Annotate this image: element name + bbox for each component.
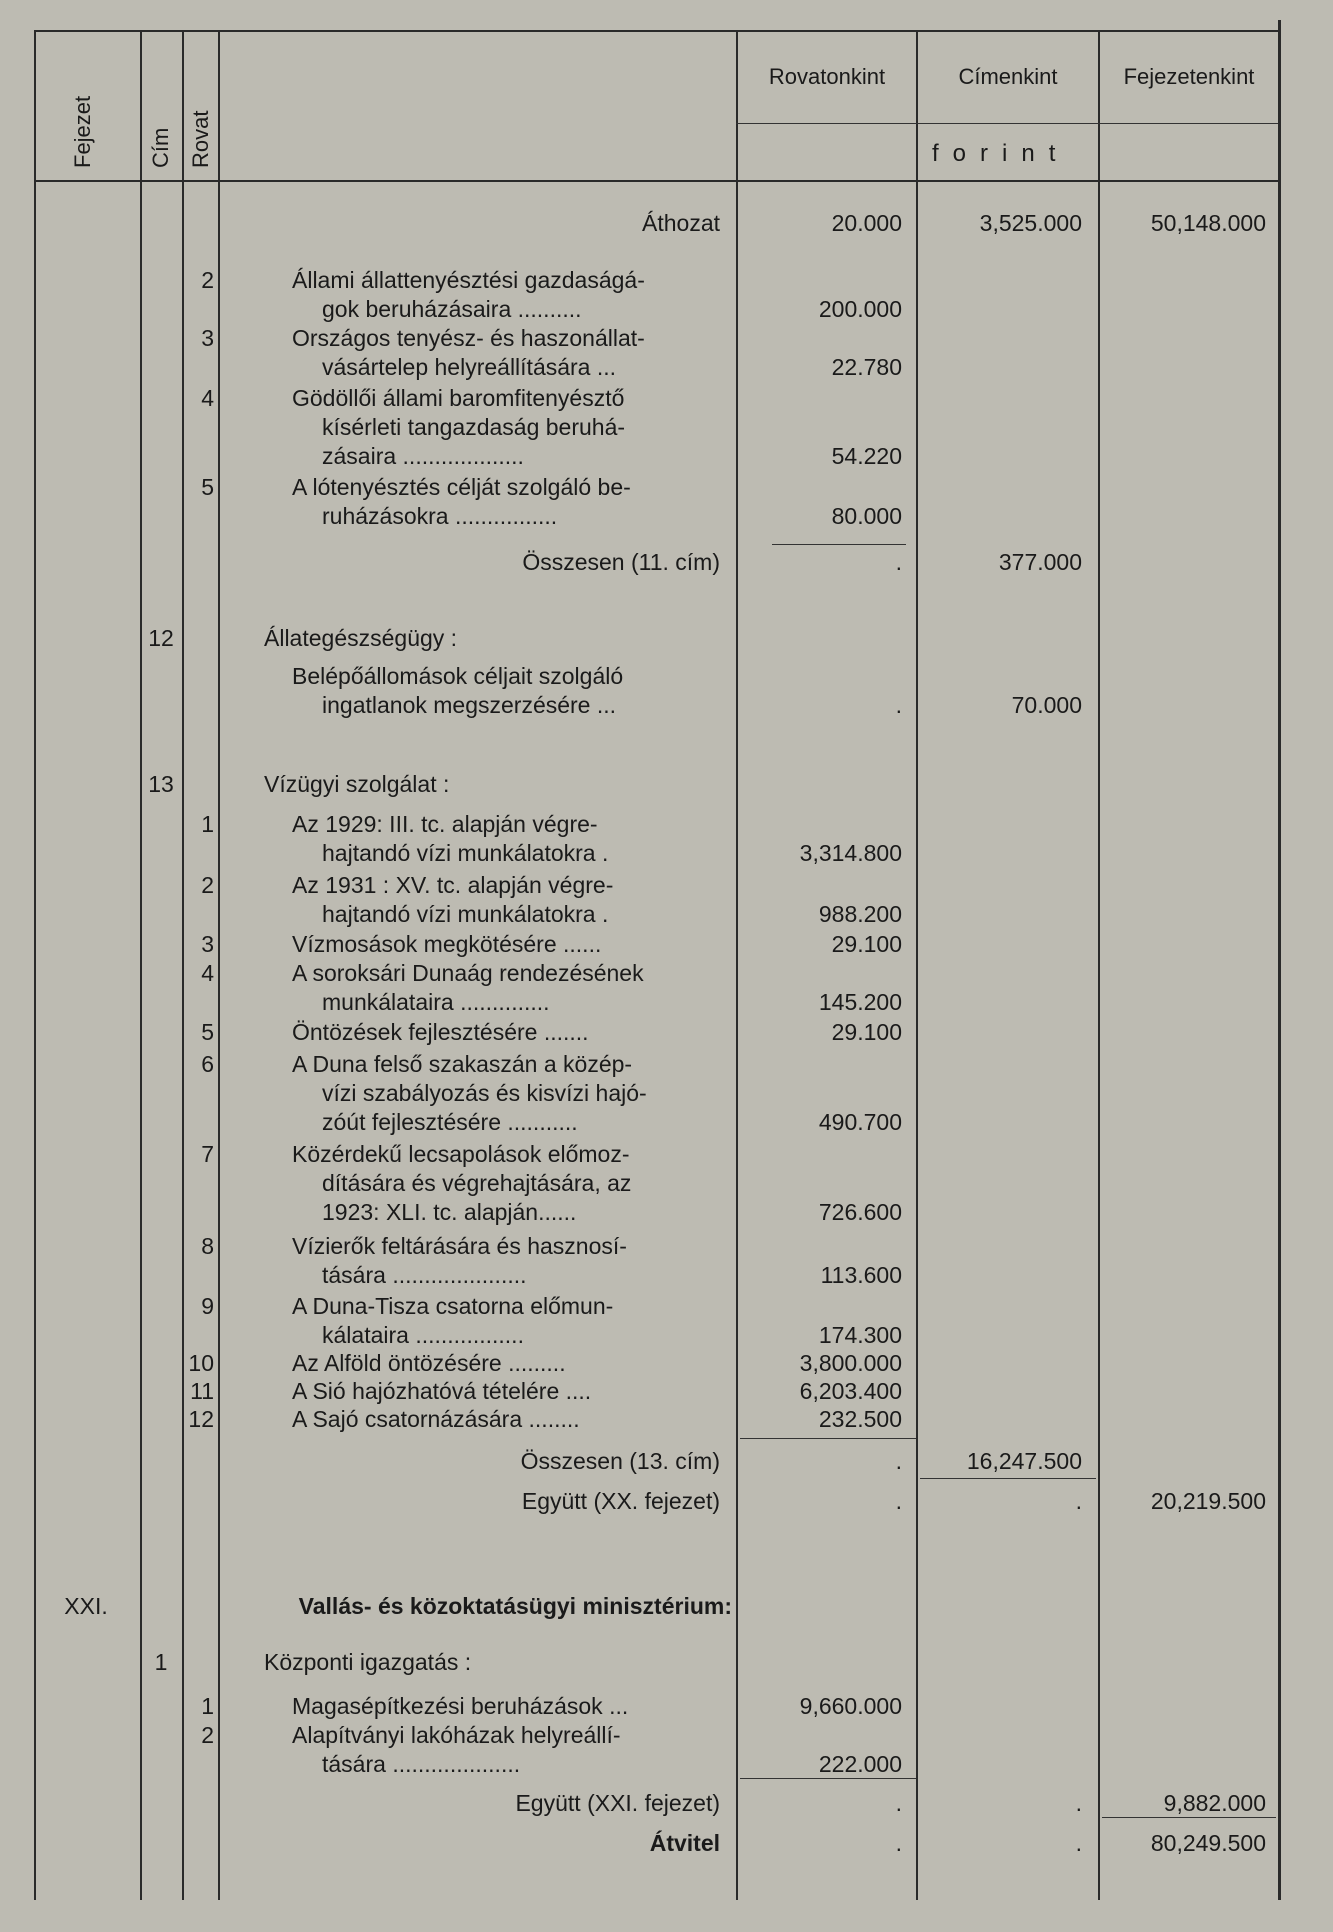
item-description: A Sió hajózhatóvá tételére .... [292, 1378, 592, 1404]
rovatonkint-cell: 3,800.000 [799, 1350, 902, 1376]
table-row [0, 1079, 1333, 1108]
table-row [0, 1721, 1333, 1750]
rovatonkint-cell: . [895, 1448, 902, 1474]
item-description: gok beruházásaira .......... [322, 296, 582, 322]
fejezetenkint-cell: 50,148.000 [1150, 210, 1266, 236]
table-row [0, 1321, 1333, 1350]
item-description: Átvitel [649, 1830, 720, 1856]
item-description: vízi szabályozás és kisvízi hajó- [322, 1080, 647, 1106]
table-row [0, 930, 1333, 959]
item-description: Állami állattenyésztési gazdaságá- [292, 267, 645, 293]
table-row [0, 209, 1333, 238]
rovatonkint-cell: 3,314.800 [799, 840, 902, 866]
subtotal-rule [740, 1438, 916, 1439]
item-description: tására ..................... [322, 1262, 527, 1288]
item-description: 1923: XLI. tc. alapján...... [322, 1199, 577, 1225]
table-row [0, 1692, 1333, 1721]
item-description: Alapítványi lakóházak helyreállí- [292, 1722, 621, 1748]
table-row [0, 502, 1333, 531]
rovatonkint-cell: 222.000 [818, 1751, 902, 1777]
item-description: ruházásokra ................ [322, 503, 558, 529]
rovat-cell: 12 [188, 1406, 214, 1432]
table-row [0, 295, 1333, 324]
cimenkint-cell: 16,247.500 [966, 1448, 1082, 1474]
header-rovat: Rovat [188, 110, 213, 168]
item-description: Belépőállomások céljait szolgáló [292, 663, 624, 689]
rovat-cell: 11 [190, 1378, 214, 1404]
table-row [0, 324, 1333, 353]
fejezet-cell: XXI. [64, 1593, 108, 1619]
item-description: Együtt (XX. fejezet) [521, 1488, 720, 1514]
table-row [0, 266, 1333, 295]
fejezetenkint-cell: 20,219.500 [1150, 1488, 1266, 1514]
unit-rule [736, 123, 1278, 124]
item-description: Az Alföld öntözésére ......... [292, 1350, 566, 1376]
cim-cell: 13 [148, 771, 174, 797]
table-row [0, 810, 1333, 839]
rovatonkint-cell: 232.500 [818, 1406, 902, 1432]
rovat-cell: 2 [201, 872, 214, 898]
rovatonkint-cell: 6,203.400 [799, 1378, 902, 1404]
rovat-cell: 1 [201, 1693, 214, 1719]
header-bottom-rule [34, 180, 1280, 182]
item-description: Vízierők feltárására és hasznosí- [292, 1233, 627, 1259]
rovat-cell: 5 [201, 1019, 214, 1045]
item-description: Országos tenyész- és haszonállat- [292, 325, 645, 351]
rovat-cell: 6 [201, 1051, 214, 1077]
rovatonkint-cell: . [895, 549, 902, 575]
rovat-cell: 3 [201, 325, 214, 351]
table-row [0, 1592, 1333, 1621]
item-description: Gödöllői állami baromfitenyésztő [292, 385, 625, 411]
table-row [0, 473, 1333, 502]
rovat-cell: 3 [201, 931, 214, 957]
item-description: A Sajó csatornázására ........ [292, 1406, 580, 1432]
table-row [0, 624, 1333, 653]
rovatonkint-cell: . [895, 1790, 902, 1816]
cimenkint-cell: . [1075, 1488, 1082, 1514]
rovatonkint-cell: 29.100 [831, 931, 902, 957]
cim-cell: 12 [148, 625, 174, 651]
item-description: munkálataira .............. [322, 989, 550, 1015]
item-description: tására .................... [322, 1751, 521, 1777]
table-row [0, 691, 1333, 720]
rovat-cell: 5 [201, 474, 214, 500]
item-description: Összesen (11. cím) [522, 549, 720, 575]
item-description: zóút fejlesztésére ........... [322, 1109, 578, 1135]
table-row [0, 1292, 1333, 1321]
header-fejezet: Fejezet [70, 95, 95, 168]
fejezetenkint-cell: 80,249.500 [1150, 1830, 1266, 1856]
item-description: Együtt (XXI. fejezet) [515, 1790, 720, 1816]
table-row [0, 1050, 1333, 1079]
table-row [0, 384, 1333, 413]
item-description: vásártelep helyreállítására ... [322, 354, 617, 380]
table-row [0, 442, 1333, 471]
table-row [0, 1648, 1333, 1677]
rovatonkint-cell: . [895, 1488, 902, 1514]
rovatonkint-cell: 113.600 [820, 1262, 902, 1288]
table-row [0, 1405, 1333, 1434]
rovatonkint-cell: 174.300 [818, 1322, 902, 1348]
table-row [0, 1169, 1333, 1198]
rovatonkint-cell: 145.200 [818, 989, 902, 1015]
item-description: A soroksári Dunaág rendezésének [292, 960, 644, 986]
item-description: Magasépítkezési beruházások ... [292, 1693, 629, 1719]
item-description: Összesen (13. cím) [520, 1448, 720, 1474]
rovatonkint-cell: 20.000 [831, 210, 902, 236]
table-row [0, 1789, 1333, 1818]
rovat-cell: 2 [201, 267, 214, 293]
rovat-cell: 4 [201, 960, 214, 986]
rovatonkint-cell: 22.780 [831, 354, 902, 380]
table-row [0, 548, 1333, 577]
cimenkint-cell: . [1075, 1830, 1082, 1856]
table-row [0, 353, 1333, 382]
item-description: Áthozat [642, 210, 720, 236]
rovatonkint-cell: 726.600 [818, 1199, 902, 1225]
rovat-cell: 1 [201, 811, 214, 837]
subtotal-rule [772, 544, 906, 545]
table-row [0, 988, 1333, 1017]
item-description: Öntözések fejlesztésére ....... [292, 1019, 589, 1045]
cimenkint-cell: 377.000 [998, 549, 1082, 575]
table-row [0, 839, 1333, 868]
item-description: Állategészségügy : [264, 625, 458, 651]
rovatonkint-cell: 9,660.000 [799, 1693, 902, 1719]
table-row [0, 1487, 1333, 1516]
item-description: kálataira ................. [322, 1322, 524, 1348]
table-row [0, 1198, 1333, 1227]
rovat-cell: 9 [201, 1293, 214, 1319]
table-row [0, 1140, 1333, 1169]
rovat-cell: 7 [201, 1141, 214, 1167]
item-description: Vízügyi szolgálat : [264, 771, 450, 797]
header-cimenkint: Címenkint [958, 64, 1058, 89]
table-row [0, 1018, 1333, 1047]
table-row [0, 1261, 1333, 1290]
item-description: Vallás- és közoktatásügyi minisztérium: [298, 1593, 732, 1619]
subtotal-rule [920, 1478, 1096, 1479]
rovatonkint-cell: 490.700 [818, 1109, 902, 1135]
cimenkint-cell: 70.000 [1011, 692, 1082, 718]
rovatonkint-cell: 80.000 [831, 503, 902, 529]
cim-cell: 1 [154, 1649, 168, 1675]
table-row [0, 662, 1333, 691]
table-row [0, 413, 1333, 442]
item-description: A Duna felső szakaszán a közép- [292, 1051, 633, 1077]
table-row [0, 1829, 1333, 1858]
item-description: Vízmosások megkötésére ...... [292, 931, 602, 957]
header-cim: Cím [148, 127, 173, 168]
table-row [0, 1750, 1333, 1779]
rovat-cell: 8 [201, 1233, 214, 1259]
table-row [0, 900, 1333, 929]
table-row [0, 871, 1333, 900]
item-description: Központi igazgatás : [264, 1649, 472, 1675]
cimenkint-cell: . [1075, 1790, 1082, 1816]
header-fejezetenkint: Fejezetenkint [1123, 64, 1255, 89]
header-unit: forint [932, 140, 1070, 167]
item-description: hajtandó vízi munkálatokra . [322, 840, 609, 866]
item-description: Az 1929: III. tc. alapján végre- [292, 811, 598, 837]
table-row [0, 959, 1333, 988]
header-rovatonkint: Rovatonkint [768, 64, 886, 89]
table-row [0, 1349, 1333, 1378]
rovatonkint-cell: 54.220 [831, 443, 902, 469]
table-row [0, 770, 1333, 799]
item-description: A Duna-Tisza csatorna előmun- [292, 1293, 614, 1319]
table-row [0, 1232, 1333, 1261]
rovat-cell: 10 [188, 1350, 214, 1376]
item-description: A lótenyésztés célját szolgáló be- [292, 474, 631, 500]
table-row [0, 1108, 1333, 1137]
item-description: zásaira ................... [322, 443, 524, 469]
rovat-cell: 2 [201, 1722, 214, 1748]
item-description: Közérdekű lecsapolások előmoz- [292, 1141, 630, 1167]
rovat-cell: 4 [201, 385, 214, 411]
rovatonkint-cell: . [895, 1830, 902, 1856]
header-top-rule [34, 30, 1280, 32]
cimenkint-cell: 3,525.000 [979, 210, 1082, 236]
item-description: ingatlanok megszerzésére ... [322, 692, 617, 718]
item-description: dítására és végrehajtására, az [322, 1170, 632, 1196]
rovatonkint-cell: 29.100 [831, 1019, 902, 1045]
rovatonkint-cell: 988.200 [818, 901, 902, 927]
table-row [0, 1447, 1333, 1476]
item-description: Az 1931 : XV. tc. alapján végre- [292, 872, 614, 898]
item-description: hajtandó vízi munkálatokra . [322, 901, 609, 927]
table-row [0, 1377, 1333, 1406]
rovatonkint-cell: . [895, 692, 902, 718]
rovatonkint-cell: 200.000 [818, 296, 902, 322]
item-description: kísérleti tangazdaság beruhá- [322, 414, 626, 440]
fejezetenkint-cell: 9,882.000 [1163, 1790, 1266, 1816]
